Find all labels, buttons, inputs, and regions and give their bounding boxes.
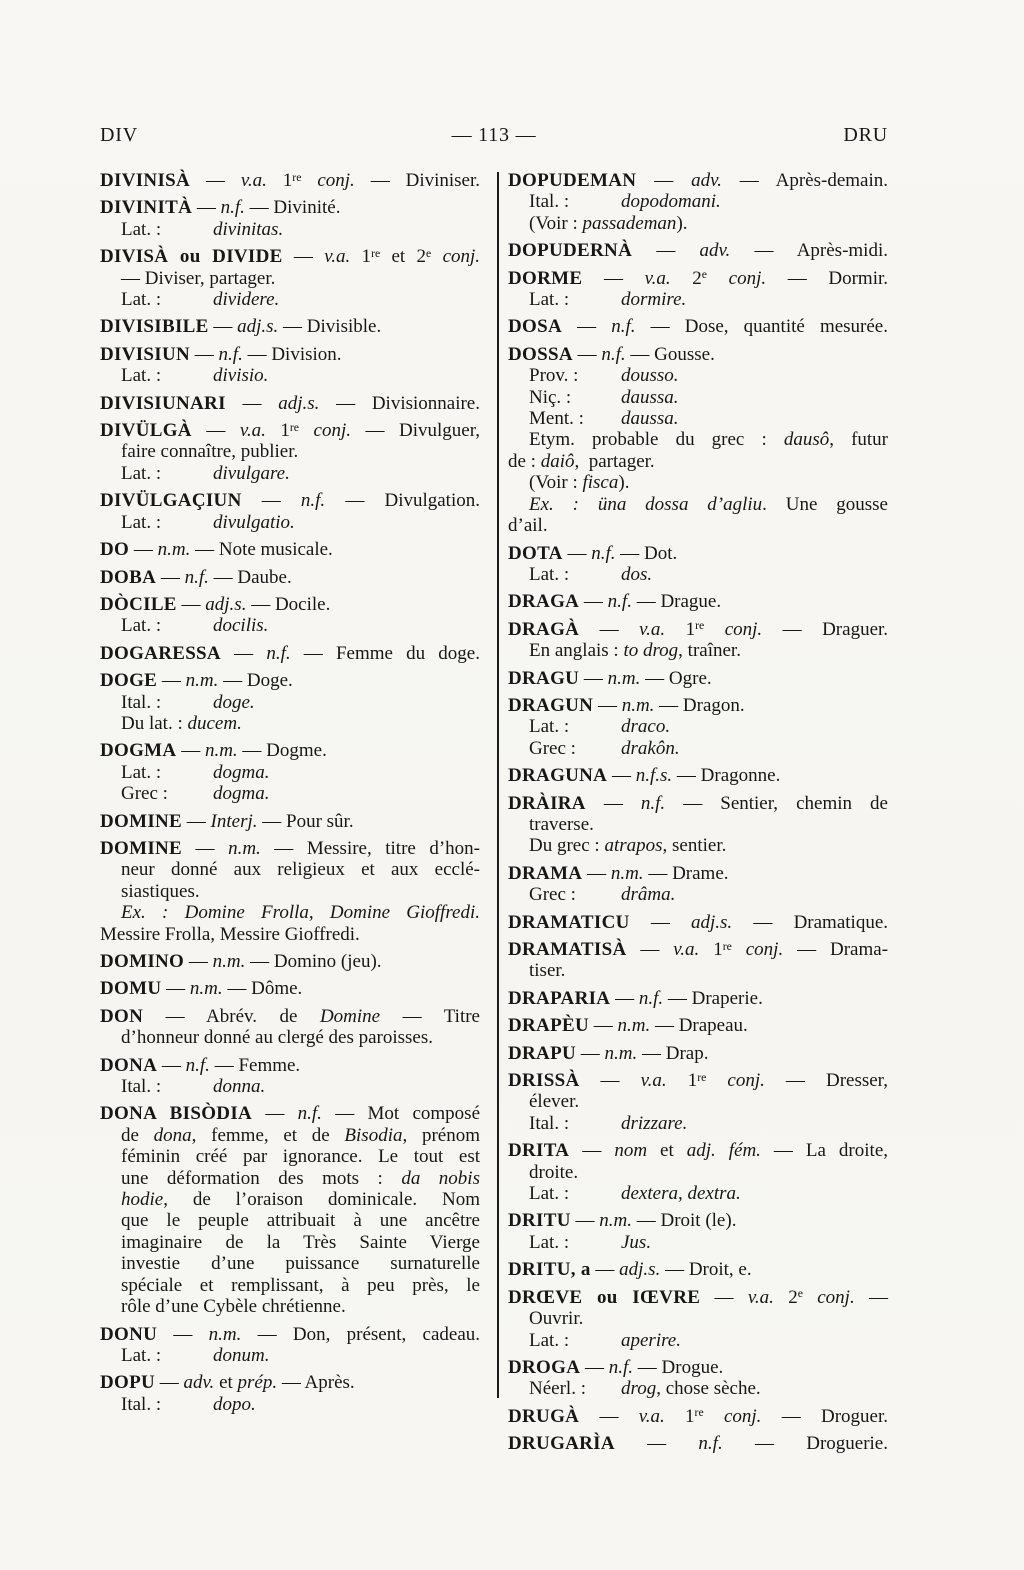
- dictionary-entry: [100, 316, 480, 337]
- entry-line: rôle d’une Cybèle chrétienne.: [121, 1296, 346, 1318]
- page-header: [100, 124, 888, 147]
- entry-line: Ouvrir.: [529, 1308, 584, 1330]
- dictionary-entry: [508, 240, 888, 261]
- dictionary-entry: [100, 811, 480, 832]
- dictionary-entry: [508, 988, 888, 1009]
- dictionary-entry: [508, 316, 888, 337]
- entry-line: DIVISIUN — n.f. — Division.: [100, 343, 342, 365]
- entry-line: DÒCILE — adj.s. — Docile.: [100, 593, 331, 615]
- entry-line: droite.: [529, 1161, 579, 1183]
- dictionary-entry: [100, 951, 480, 972]
- entry-line: Ital. : doge.: [121, 691, 255, 713]
- dictionary-entry: [508, 912, 888, 933]
- entry-line: Ital. : dopodomani.: [529, 191, 721, 213]
- dictionary-entry: [508, 1140, 888, 1204]
- entry-line: imaginaire de la Très Sainte Vierge: [121, 1231, 480, 1253]
- entry-line: Prov. : dousso.: [529, 365, 679, 387]
- columns: [100, 170, 890, 1461]
- entry-line: DRAMATICU — adj.s. — Dramatique.: [508, 911, 888, 933]
- dictionary-entry: [508, 1406, 888, 1427]
- entry-line: Lat. : dividere.: [121, 289, 280, 311]
- dictionary-entry: [100, 170, 480, 191]
- entry-line: Grec : dogma.: [121, 783, 270, 805]
- guide-word-right: DRU: [843, 124, 889, 146]
- dictionary-entry: [100, 539, 480, 560]
- entry-line: DOTA — n.f. — Dot.: [508, 542, 678, 564]
- entry-line: DIVISÀ ou DIVIDE — v.a. 1re et 2e conj.: [100, 246, 481, 268]
- column-left: [100, 170, 480, 1461]
- entry-line: Lat. : aperire.: [529, 1329, 681, 1351]
- entry-line: DRÀIRA — n.f. — Sentier, chemin de: [508, 792, 888, 814]
- dictionary-entry: [508, 268, 888, 311]
- entry-line: DRUGARÌA — n.f. — Droguerie.: [508, 1433, 888, 1455]
- entry-line: DOPU — adv. et prép. — Après.: [100, 1372, 355, 1394]
- dictionary-entry: [508, 793, 888, 857]
- entry-line: DONU — n.m. — Don, présent, cadeau.: [100, 1323, 480, 1345]
- dictionary-entry: [508, 1433, 888, 1454]
- entry-line: spéciale et remplissant, à peu près, le: [121, 1274, 480, 1296]
- dictionary-entry: [508, 1043, 888, 1064]
- entry-line: d’honneur donné au clergé des paroisses.: [121, 1027, 433, 1049]
- dictionary-entry: [100, 1055, 480, 1098]
- entry-line: Ment. : daussa.: [529, 408, 679, 430]
- entry-line: Lat. : draco.: [529, 716, 671, 738]
- guide-word-left: DIV: [100, 124, 138, 146]
- entry-line: Lat. : divisio.: [121, 365, 269, 387]
- dictionary-entry: [100, 246, 480, 310]
- entry-line: En anglais : to drog, traîner.: [529, 640, 741, 662]
- dictionary-entry: [508, 170, 888, 234]
- dictionary-entry: [508, 1357, 888, 1400]
- entry-line: — Diviser, partager.: [121, 267, 276, 289]
- entry-line: DIVÜLGAÇIUN — n.f. — Divulgation.: [100, 490, 480, 512]
- entry-line: DRUGÀ — v.a. 1re conj. — Droguer.: [508, 1405, 889, 1427]
- dictionary-entry: [508, 619, 888, 662]
- dictionary-entry: [508, 765, 888, 786]
- entry-line: DRŒVE ou IŒVRE — v.a. 2e conj. —: [508, 1286, 889, 1308]
- dictionary-entry: [508, 1070, 888, 1134]
- dictionary-entry: [100, 420, 480, 484]
- entry-line: élever.: [529, 1091, 580, 1113]
- entry-line: DIVÜLGÀ — v.a. 1re conj. — Divulguer,: [100, 420, 481, 442]
- dictionary-entry: [100, 1372, 480, 1415]
- entry-line: (Voir : passademan).: [529, 212, 688, 234]
- dictionary-entry: [508, 668, 888, 689]
- entry-line: DONA — n.f. — Femme.: [100, 1054, 301, 1076]
- entry-line: DOPUDEMAN — adv. — Après-demain.: [508, 170, 888, 191]
- entry-line: Lat. : dos.: [529, 563, 653, 585]
- entry-line: tiser.: [529, 960, 566, 982]
- entry-line: DRISSÀ — v.a. 1re conj. — Dresser,: [508, 1070, 889, 1092]
- entry-line: DIVINISÀ — v.a. 1re conj. — Diviniser.: [100, 170, 481, 191]
- entry-line: DRAMATISÀ — v.a. 1re conj. — Drama-: [508, 939, 889, 960]
- dictionary-entry: [100, 838, 480, 945]
- entry-line: DO — n.m. — Note musicale.: [100, 539, 333, 561]
- entry-line: DRAPARIA — n.f. — Draperie.: [508, 987, 763, 1009]
- page-number: — 113 —: [451, 124, 537, 146]
- dictionary-entry: [100, 197, 480, 240]
- dictionary-entry: [100, 344, 480, 387]
- entry-line: DRAPÈU — n.m. — Drapeau.: [508, 1015, 748, 1037]
- entry-line: Grec : drakôn.: [529, 737, 680, 759]
- entry-line: DON — Abrév. de Domine — Titre: [100, 1005, 480, 1027]
- entry-line: DOGE — n.m. — Doge.: [100, 670, 293, 692]
- dictionary-entry: [100, 567, 480, 588]
- dictionary-entry: [508, 1259, 888, 1280]
- entry-line: Niç. : daussa.: [529, 386, 679, 408]
- entry-line: DRAGUN — n.m. — Dragon.: [508, 694, 745, 716]
- dictionary-entry: [508, 1015, 888, 1036]
- entry-line: Lat. : divinitas.: [121, 218, 284, 240]
- dictionary-entry: [100, 978, 480, 999]
- dictionary-entry: [100, 670, 480, 734]
- dictionary-entry: [508, 863, 888, 906]
- entry-line: Messire Frolla, Messire Gioffredi.: [100, 923, 360, 945]
- entry-line: Lat. : dogma.: [121, 761, 270, 783]
- dictionary-entry: [100, 740, 480, 804]
- entry-line: siastiques.: [121, 880, 200, 902]
- entry-line: DOGMA — n.m. — Dogme.: [100, 740, 327, 762]
- dictionary-entry: [508, 1287, 888, 1351]
- entry-line: une déformation des mots : da nobis: [121, 1167, 480, 1189]
- dictionary-entry: [508, 695, 888, 759]
- entry-line: DORME — v.a. 2e conj. — Dormir.: [508, 267, 889, 289]
- entry-line: DOMINE — n.m. — Messire, titre d’hon-: [100, 837, 481, 859]
- entry-line: DRAGU — n.m. — Ogre.: [508, 667, 712, 689]
- entry-line: Du lat. : ducem.: [121, 712, 242, 734]
- entry-line: DRITU — n.m. — Droit (le).: [508, 1210, 737, 1232]
- entry-line: Lat. : donum.: [121, 1344, 270, 1366]
- entry-line: Etym. probable du grec : dausô, futur: [529, 429, 889, 451]
- entry-line: Du grec : atrapos, sentier.: [529, 835, 727, 857]
- dictionary-entry: [100, 1006, 480, 1049]
- entry-line: d’ail.: [508, 515, 548, 537]
- entry-line: Grec : drâma.: [529, 884, 676, 906]
- entry-line: DROGA — n.f. — Drogue.: [508, 1356, 724, 1378]
- entry-line: DOBA — n.f. — Daube.: [100, 566, 292, 588]
- entry-line: DRAGÀ — v.a. 1re conj. — Draguer.: [508, 618, 889, 640]
- entry-line: investie d’une puissance surnaturelle: [121, 1253, 480, 1275]
- entry-line: Lat. : divulgatio.: [121, 511, 295, 533]
- entry-line: DRAGA — n.f. — Drague.: [508, 591, 722, 613]
- entry-line: Ex. : Domine Frolla, Domine Gioffredi.: [121, 902, 480, 924]
- entry-line: Lat. : divulgare.: [121, 462, 290, 484]
- entry-line: que le peuple attribuait à une ancêtre: [121, 1210, 480, 1232]
- entry-line: hodie, de l’oraison dominicale. Nom: [121, 1189, 480, 1211]
- dictionary-entry: [508, 344, 888, 537]
- dictionary-entry: [508, 591, 888, 612]
- entry-line: de : daiô, partager.: [508, 450, 655, 472]
- dictionary-entry: [508, 939, 888, 982]
- dictionary-entry: [508, 1210, 888, 1253]
- entry-line: Lat. : docilis.: [121, 615, 269, 637]
- entry-line: DONA BISÒDIA — n.f. — Mot composé: [100, 1103, 481, 1125]
- dictionary-entry: [100, 643, 480, 664]
- entry-line: (Voir : fisca).: [529, 472, 630, 494]
- entry-line: Ital. : drizzare.: [529, 1112, 688, 1134]
- dictionary-entry: [508, 543, 888, 586]
- entry-line: DOSSA — n.f. — Gousse.: [508, 343, 715, 365]
- entry-line: DIVISIBILE — adj.s. — Divisible.: [100, 316, 382, 338]
- entry-line: Lat. : Jus.: [529, 1231, 652, 1253]
- entry-line: DRITA — nom et adj. fém. — La droite,: [508, 1140, 889, 1162]
- dictionary-entry: [100, 1324, 480, 1367]
- entry-line: Ital. : donna.: [121, 1076, 266, 1098]
- entry-line: traverse.: [529, 813, 594, 835]
- entry-line: DOMU — n.m. — Dôme.: [100, 978, 303, 1000]
- entry-line: DOPUDERNÀ — adv. — Après-midi.: [508, 240, 888, 262]
- dictionary-entry: [100, 594, 480, 637]
- entry-line: Lat. : dormire.: [529, 289, 687, 311]
- entry-line: DRAMA — n.m. — Drame.: [508, 862, 729, 884]
- entry-line: DRAPU — n.m. — Drap.: [508, 1042, 709, 1064]
- entry-line: DOSA — n.f. — Dose, quantité mesurée.: [508, 316, 888, 338]
- dictionary-entry: [100, 1103, 480, 1317]
- entry-line: de dona, femme, et de Bisodia, prénom: [121, 1124, 480, 1146]
- entry-line: faire connaître, publier.: [121, 441, 299, 463]
- entry-line: DIVISIUNARI — adj.s. — Divisionnaire.: [100, 392, 480, 414]
- dictionary-entry: [100, 490, 480, 533]
- entry-line: DOGARESSA — n.f. — Femme du doge.: [100, 642, 480, 664]
- entry-line: DRAGUNA — n.f.s. — Dragonne.: [508, 765, 781, 787]
- dictionary-entry: [100, 393, 480, 414]
- entry-line: féminin créé par ignorance. Le tout est: [121, 1146, 480, 1168]
- entry-line: Lat. : dextera, dextra.: [529, 1183, 741, 1205]
- entry-line: DIVINITÀ — n.f. — Divinité.: [100, 197, 341, 219]
- entry-line: Néerl. : drog, chose sèche.: [529, 1378, 761, 1400]
- entry-line: DOMINO — n.m. — Domino (jeu).: [100, 951, 382, 972]
- entry-line: Ital. : dopo.: [121, 1393, 256, 1415]
- entry-line: neur donné aux religieux et aux ecclé-: [121, 859, 480, 881]
- entry-line: DOMINE — Interj. — Pour sûr.: [100, 810, 354, 832]
- entry-line: DRITU, a — adj.s. — Droit, e.: [508, 1259, 752, 1281]
- column-right: [508, 170, 888, 1461]
- entry-line: Ex. : üna dossa d’agliu. Une gousse: [529, 493, 888, 515]
